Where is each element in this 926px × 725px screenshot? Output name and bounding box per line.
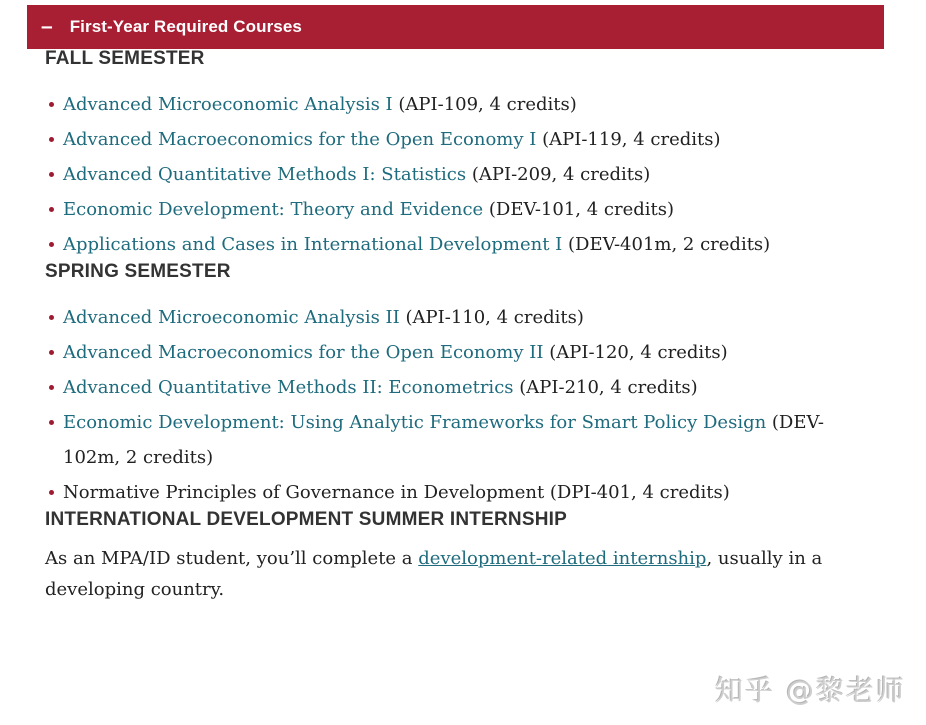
spring-course-list (45, 300, 883, 510)
course-meta: (DEV-401m, 2 credits) (562, 234, 771, 255)
course-item (45, 335, 883, 370)
internship-heading: INTERNATIONAL DEVELOPMENT SUMMER INTERNSHIP (45, 509, 567, 530)
collapse-minus-icon: – (41, 14, 53, 38)
course-meta: (API-110, 4 credits) (399, 307, 584, 328)
course-link[interactable]: Advanced Macroeconomics for the Open Economy II (63, 342, 544, 363)
bullet-icon (49, 137, 54, 142)
course-link[interactable]: Advanced Quantitative Methods I: Statistics (63, 164, 467, 185)
fall-semester-heading: FALL SEMESTER (45, 48, 205, 69)
bullet-icon (49, 242, 54, 247)
internship-text-after: , usually in a developing country. (45, 548, 823, 600)
course-item (45, 157, 883, 192)
course-item (45, 122, 883, 157)
course-item (45, 300, 883, 335)
internship-paragraph (45, 543, 883, 605)
course-link[interactable]: Economic Development: Using Analytic Frameworks for Smart Policy Design (63, 412, 767, 433)
accordion-title: First-Year Required Courses (69, 17, 302, 36)
course-item (45, 87, 883, 122)
bullet-icon (49, 315, 54, 320)
course-item (45, 370, 883, 405)
course-meta: (DEV- (766, 412, 824, 433)
bullet-icon (49, 420, 54, 425)
spring-semester-heading: SPRING SEMESTER (45, 261, 231, 282)
course-meta-wrapped: 102m, 2 credits) (63, 447, 214, 468)
bullet-icon (49, 172, 54, 177)
course-link[interactable]: Economic Development: Theory and Evidence (63, 199, 484, 220)
zhihu-watermark: 知乎 @黎老师 (715, 674, 906, 707)
bullet-icon (49, 385, 54, 390)
course-content (45, 49, 883, 605)
course-item (45, 227, 883, 262)
bullet-icon (49, 102, 54, 107)
bullet-icon (49, 207, 54, 212)
internship-text-before: As an MPA/ID student, you’ll complete a (45, 548, 419, 569)
course-item (45, 192, 883, 227)
course-meta: (API-120, 4 credits) (543, 342, 728, 363)
course-link[interactable]: Applications and Cases in International Development I (63, 234, 563, 255)
fall-course-list (45, 87, 883, 262)
bullet-icon (49, 350, 54, 355)
course-meta: (API-209, 4 credits) (466, 164, 651, 185)
course-item (45, 405, 883, 475)
bullet-icon (49, 490, 54, 495)
course-link[interactable]: Advanced Microeconomic Analysis I (63, 94, 393, 115)
internship-link[interactable]: development-related internship (418, 548, 707, 569)
accordion-header-first-year-required-courses[interactable] (27, 5, 884, 49)
course-meta: (DEV-101, 4 credits) (483, 199, 675, 220)
course-link[interactable]: Advanced Quantitative Methods II: Econometrics (63, 377, 514, 398)
course-link[interactable]: Advanced Macroeconomics for the Open Economy I (63, 129, 537, 150)
course-meta: (API-109, 4 credits) (392, 94, 577, 115)
course-meta: (API-119, 4 credits) (536, 129, 721, 150)
course-item (45, 475, 883, 510)
course-meta: (API-210, 4 credits) (513, 377, 698, 398)
course-text: Normative Principles of Governance in Development (DPI-401, 4 credits) (63, 482, 730, 503)
course-link[interactable]: Advanced Microeconomic Analysis II (63, 307, 400, 328)
